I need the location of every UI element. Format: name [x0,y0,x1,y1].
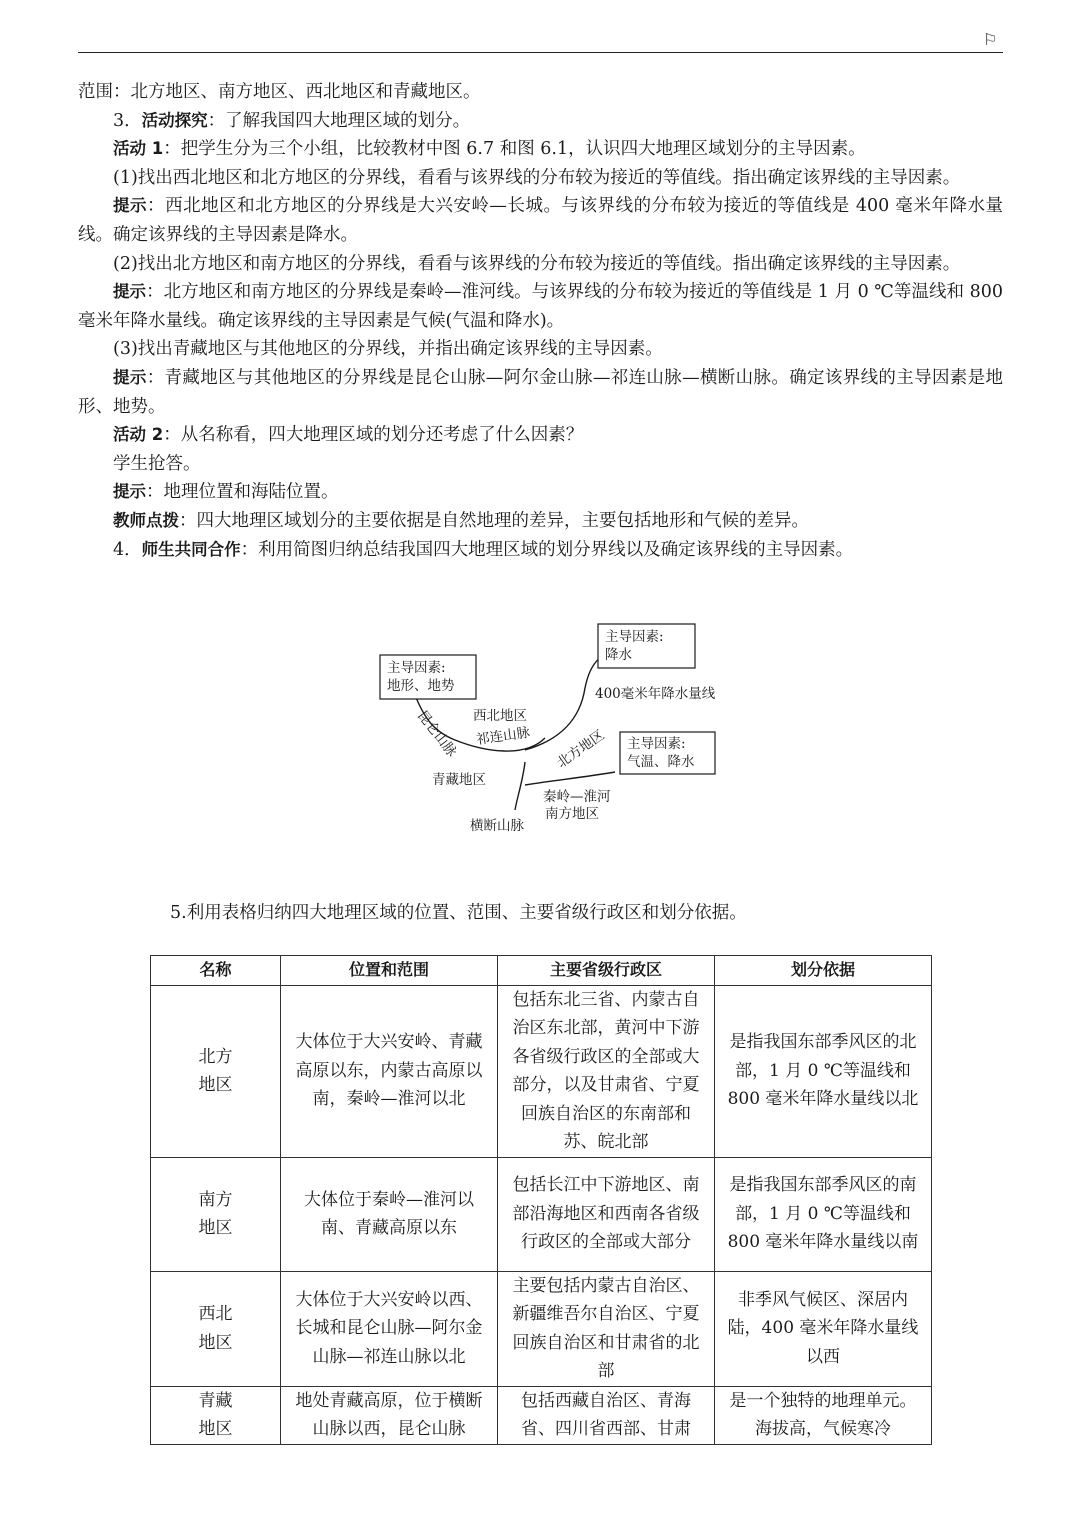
table-row [151,985,932,1157]
hint-label: 提示 [113,367,147,387]
table-row [151,1271,932,1386]
cell-provinces: 包括西藏自治区、青海省、四川省西部、甘肃 [498,1386,715,1444]
paragraph-students-answer: 学生抢答。 [113,453,201,474]
table-row [151,1386,932,1444]
flag-icon: ⚐ [983,30,998,49]
cell-provinces: 包括长江中下游地区、南部沿海地区和西南各省级行政区的全部或大部分 [498,1157,715,1271]
header-basis: 划分依据 [715,956,932,986]
document-body [78,78,1003,564]
label-qilian-mountains: 祁连山脉 [475,724,532,748]
label-northwest-region: 西北地区 [473,708,527,724]
header-rule [78,52,1003,53]
paragraph-activity-2: 活动 2：从名称看，四大地理区域的划分还考虑了什么因素？ [113,425,584,446]
box2-line1: 主导因素: [605,629,664,645]
cell-position: 地处青藏高原，位于横断山脉以西，昆仑山脉 [281,1386,498,1444]
box1-line2: 地形、地势 [387,678,455,694]
box3-line2: 气温、降水 [627,754,695,770]
cell-name: 青藏地区 [151,1386,281,1444]
cell-basis: 非季风气候区、深居内陆，400 毫米年降水量线以西 [715,1271,932,1386]
cell-name: 南方地区 [151,1157,281,1271]
cell-name: 西北地区 [151,1271,281,1386]
hint-label: 提示 [113,282,147,302]
paragraph-activity-explore: 3．活动探究：了解我国四大地理区域的划分。 [113,110,471,131]
box3-line1: 主导因素: [627,736,686,752]
cell-basis: 是指我国东部季风区的南部，1 月 0 ℃等温线和 800 毫米年降水量线以南 [715,1157,932,1271]
regions-table [150,955,932,1445]
table-header-row [151,956,932,986]
activity-2-label: 活动 2 [113,425,164,445]
cell-provinces: 主要包括内蒙古自治区、新疆维吾尔自治区、宁夏回族自治区和甘肃省的北部 [498,1271,715,1386]
paragraph-question-2: (2)找出北方地区和南方地区的分界线，看看与该界线的分布较为接近的等值线。指出确定该界线的主导因素。 [113,253,961,274]
paragraph-scope: 范围：北方地区、南方地区、西北地区和青藏地区。 [78,82,481,102]
header-position: 位置和范围 [281,956,498,986]
paragraph-activity-1: 活动 1：把学生分为三个小组，比较教材中图 6.7 和图 6.1，认识四大地理区域划分的主导因素。 [113,139,866,160]
paragraph-hint-1: 提示：西北地区和北方地区的分界线是大兴安岭—长城。与该界线的分布较为接近的等值线是 400 毫米年降水量线。确定该界线的主导因素是降水。 [78,196,1003,245]
cell-basis: 是一个独特的地理单元。海拔高，气候寒冷 [715,1386,932,1444]
paragraph-hint-2: 提示：北方地区和南方地区的分界线是秦岭—淮河线。与该界线的分布较为接近的等值线是 1 月 0 ℃等温线和 800 毫米年降水量线。确定该界线的主导因素是气候(气温和降水)。 [78,282,1004,331]
cell-position: 大体位于大兴安岭、青藏高原以东，内蒙古高原以南，秦岭—淮河以北 [281,985,498,1157]
cell-basis: 是指我国东部季风区的北部，1 月 0 ℃等温线和 800 毫米年降水量线以北 [715,985,932,1157]
boundary-qinling-curve [525,772,615,785]
paragraph-teacher-note: 教师点拨：四大地理区域划分的主要依据是自然地理的差异，主要包括地形和气候的差异。 [113,510,809,531]
paragraph-hint-4: 提示：地理位置和海陆位置。 [113,482,339,503]
hint-label: 提示 [113,482,146,502]
region-boundary-diagram [375,620,755,840]
label-hengduan-mountains: 横断山脉 [470,818,524,834]
hint-label: 提示 [113,196,148,216]
activity-explore-label: 活动探究 [141,110,208,130]
label-kunlun-mountains: 昆仑山脉 [413,707,460,761]
paragraph-question-1: (1)找出西北地区和北方地区的分界线，看看与该界线的分布较为接近的等值线。指出确定该界线的主导因素。 [113,167,961,188]
label-south-region: 南方地区 [545,806,599,822]
box1-line1: 主导因素: [387,660,446,676]
paragraph-hint-3: 提示：青藏地区与其他地区的分界线是昆仑山脉—阿尔金山脉—祁连山脉—横断山脉。确定该界线的主导因素是地形、地势。 [78,367,1004,417]
label-qinling-huaihe: 秦岭—淮河 [543,789,611,805]
activity-1-label: 活动 1 [113,139,164,159]
teacher-note-label: 教师点拨 [113,510,179,530]
box2-line2: 降水 [605,647,632,663]
paragraph-cooperation: 4．师生共同合作：利用简图归纳总结我国四大地理区域的划分界线以及确定该界线的主导因素。 [113,539,854,560]
cell-position: 大体位于大兴安岭以西、长城和昆仑山脉—阿尔金山脉—祁连山脉以北 [281,1271,498,1386]
cooperation-label: 师生共同合作 [141,539,241,559]
paragraph-question-3: (3)找出青藏地区与其他地区的分界线，并指出确定该界线的主导因素。 [113,339,663,360]
header-provinces: 主要省级行政区 [498,956,715,986]
label-north-region: 北方地区 [554,727,608,772]
cell-name: 北方地区 [151,985,281,1157]
boundary-hengduan-curve [515,762,525,810]
cell-provinces: 包括东北三省、内蒙古自治区东北部，黄河中下游各省级行政区的全部或大部分，以及甘肃省、宁夏回族自治区的东南部和苏、皖北部 [498,985,715,1157]
header-name: 名称 [151,956,281,986]
label-qingzang-region: 青藏地区 [432,772,486,788]
section-5-heading: 5.利用表格归纳四大地理区域的位置、范围、主要省级行政区和划分依据。 [170,903,747,923]
cell-position: 大体位于秦岭—淮河以南、青藏高原以东 [281,1157,498,1271]
table-row [151,1157,932,1271]
label-400mm-line: 400毫米年降水量线 [595,686,716,702]
